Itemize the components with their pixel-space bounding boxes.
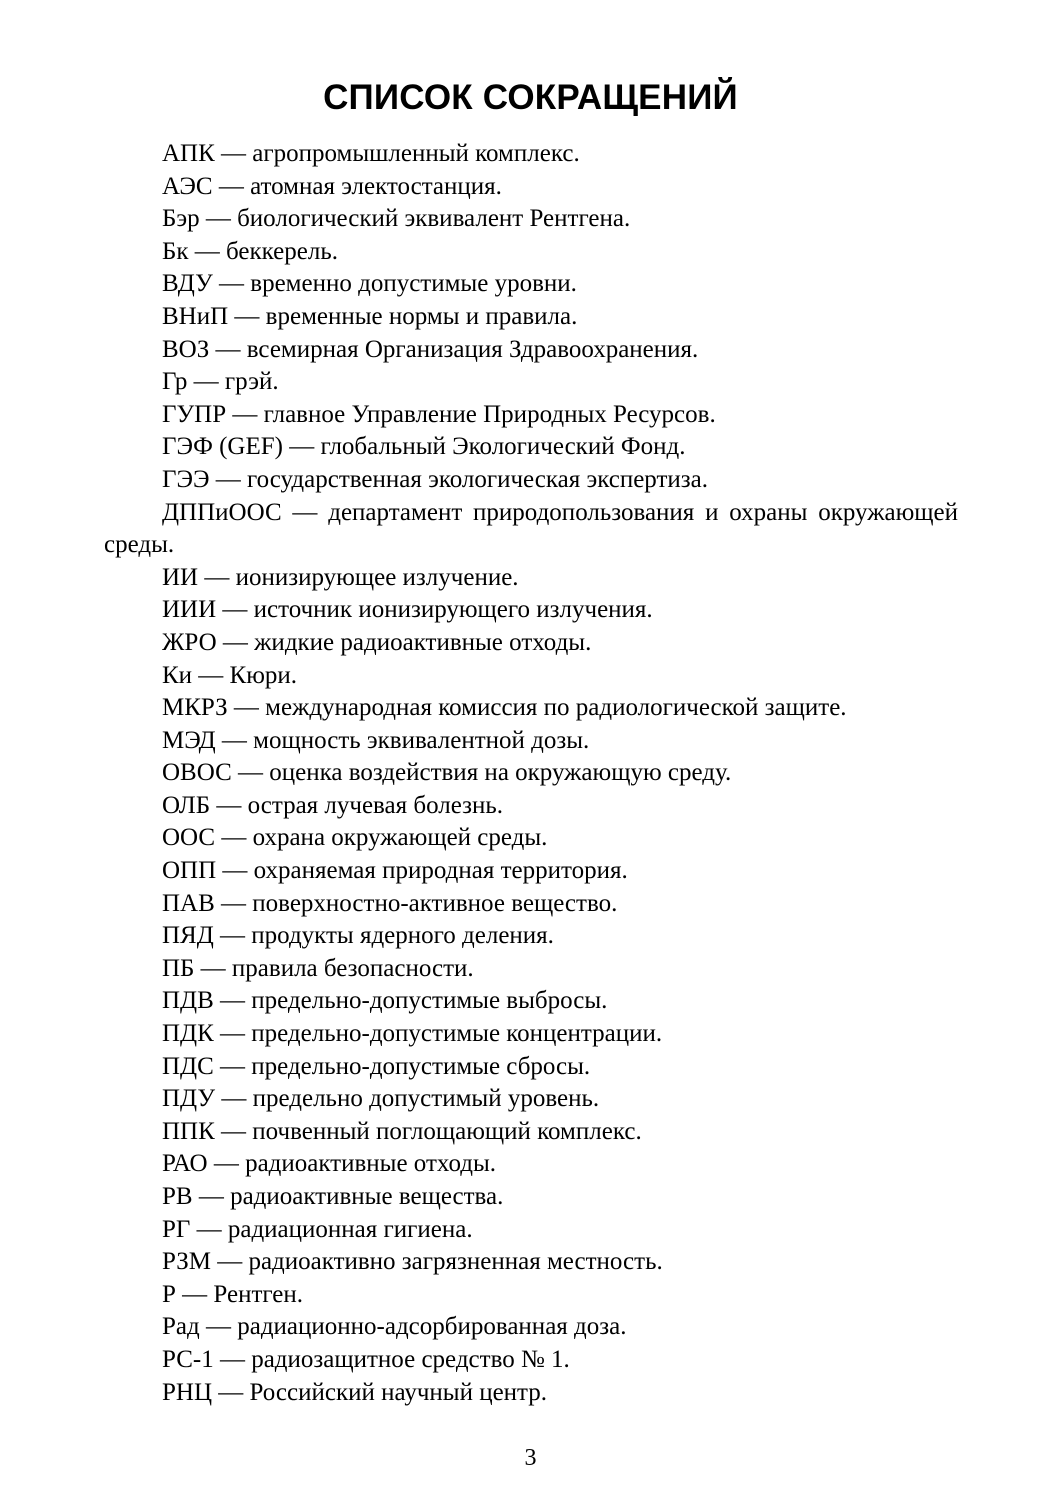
list-item: МКРЗ — международная комиссия по радиологической защите. [162, 694, 847, 722]
list-item: ВДУ — временно допустимые уровни. [162, 270, 577, 298]
list-item: РНЦ — Российский научный центр. [162, 1378, 548, 1406]
list-item: РЗМ — радиоактивно загрязненная местность. [162, 1248, 663, 1276]
list-item: ПЯД — продукты ядерного деления. [162, 922, 554, 950]
list-item: Бэр — биологический эквивалент Рентгена. [162, 205, 631, 233]
list-item: ИИ — ионизирующее излучение. [162, 563, 519, 591]
list-item: РВ — радиоактивные вещества. [162, 1183, 504, 1210]
list-item: ДППиООС — департамент природопользования и охраны окружающей среды. [104, 498, 958, 559]
list-item: ПАВ — поверхностно-активное вещество. [162, 889, 618, 917]
list-item: ОПП — охраняемая природная территория. [162, 857, 628, 885]
list-item: Бк — беккерель. [162, 237, 338, 265]
list-item: ГЭЭ — государственная экологическая экспертиза. [162, 465, 709, 493]
list-item: РС-1 — радиозащитное средство № 1. [162, 1345, 570, 1373]
list-item: АПК — агропромышленный комплекс. [162, 140, 580, 167]
list-item: Рад — радиационно-адсорбированная доза. [162, 1313, 627, 1341]
list-item: РАО — радиоактивные отходы. [162, 1150, 496, 1178]
list-item: ПБ — правила безопасности. [162, 954, 474, 982]
list-item: ВОЗ — всемирная Организация Здравоохранения. [162, 335, 699, 363]
list-item: РГ — радиационная гигиена. [162, 1215, 473, 1243]
list-item: АЭС — атомная электостанция. [162, 172, 502, 200]
list-item: ООС — охрана окружающей среды. [162, 824, 548, 852]
list-item: ОЛБ — острая лучевая болезнь. [162, 791, 504, 819]
list-item: ГЭФ (GEF) — глобальный Экологический Фонд. [162, 433, 686, 461]
list-item: Гр — грэй. [162, 368, 279, 396]
list-item: Р — Рентген. [162, 1280, 304, 1308]
list-item: ПДУ — предельно допустимый уровень. [162, 1085, 600, 1113]
list-item: ЖРО — жидкие радиоактивные отходы. [162, 628, 592, 656]
list-item: ИИИ — источник ионизирующего излучения. [162, 596, 653, 624]
list-item: ПДК — предельно-допустимые концентрации. [162, 1020, 663, 1048]
list-item: ПДВ — предельно-допустимые выбросы. [162, 987, 608, 1015]
list-item: ВНиП — временные нормы и правила. [162, 302, 578, 330]
list-item: МЭД — мощность эквивалентной дозы. [162, 726, 590, 754]
abbreviation-list [104, 138, 958, 1409]
page-number: 3 [524, 1445, 537, 1471]
list-item: ППК — почвенный поглощающий комплекс. [162, 1117, 642, 1145]
page-title: СПИСОК СОКРАЩЕНИЙ [323, 78, 738, 117]
list-item: Ки — Кюри. [162, 661, 298, 689]
list-item: ПДС — предельно-допустимые сбросы. [162, 1052, 591, 1080]
list-item: ГУПР — главное Управление Природных Ресурсов. [162, 400, 716, 428]
list-item: ОВОС — оценка воздействия на окружающую среду. [162, 759, 732, 787]
